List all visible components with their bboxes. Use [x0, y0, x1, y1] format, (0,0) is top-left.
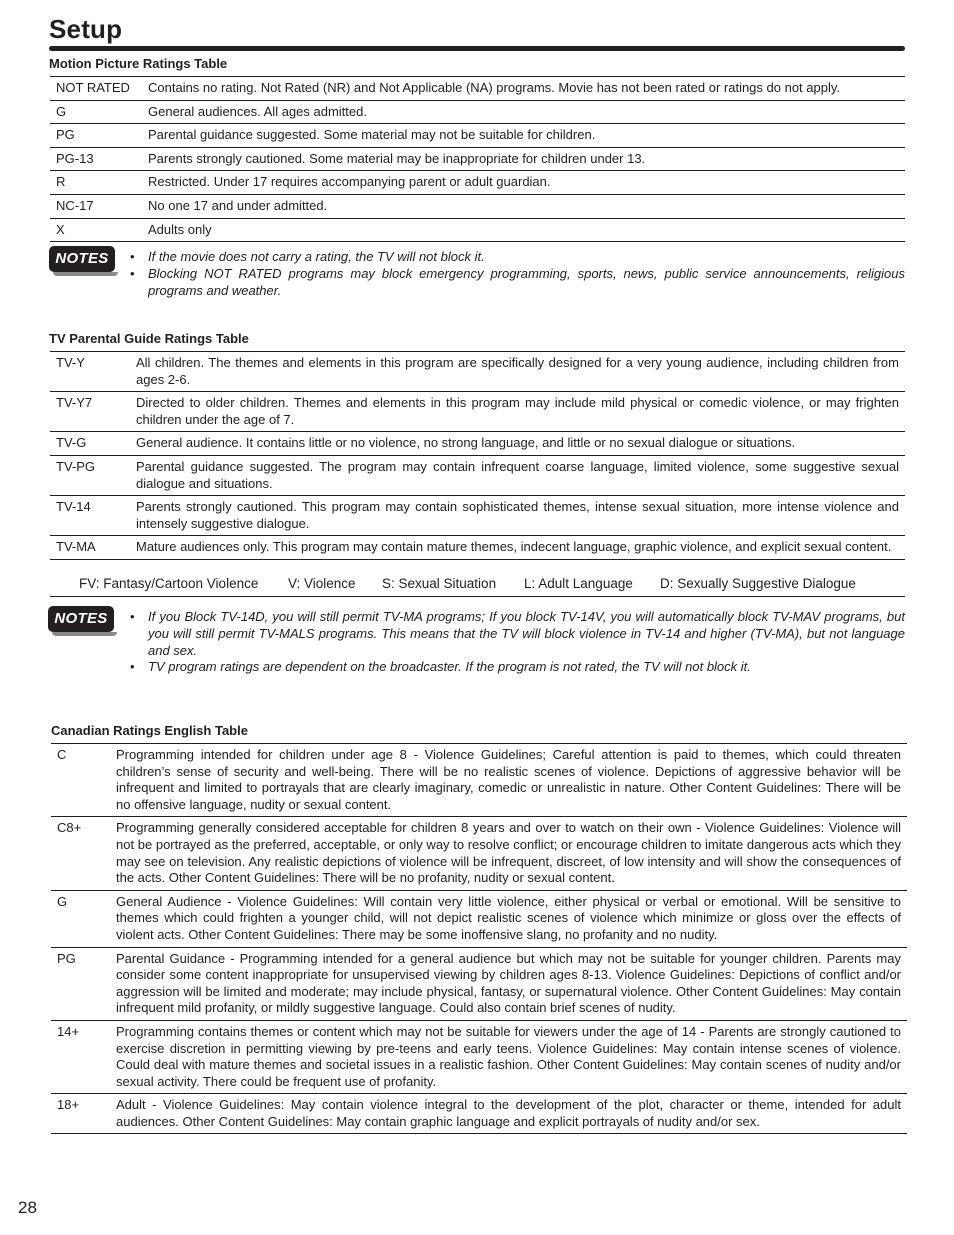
rating-description: Parents strongly cautioned. This program may contain sophisticated themes, intense sexual situation, more intense violence and intensely suggestive dialogue. — [136, 499, 899, 531]
rating-description: Programming intended for children under age 8 - Violence Guidelines; Careful attention is paid to themes, which could threaten children’s sense of security and well-being. There will be no realistic scenes of violence. Depictions of aggressive behavior will be infrequent and limited to portrayals that are clearly imaginary, comedic or unrealistic in nature. Other Content Guidelines: There will be no offensive language, nudity or sexual content. — [116, 747, 901, 812]
legend-item: D: Sexually Suggestive Dialogue — [660, 576, 856, 591]
notes-badge: NOTES — [49, 246, 115, 272]
table-row — [51, 1094, 907, 1134]
legend-item: L: Adult Language — [524, 576, 633, 591]
page-title: Setup — [49, 14, 123, 44]
table-row — [50, 171, 905, 195]
content-descriptor-legend — [50, 572, 905, 597]
rating-description: General audience. It contains little or no violence, no strong language, and little or no sexual dialogue or situations. — [136, 435, 796, 451]
table-row — [50, 100, 905, 124]
rating-code: C8+ — [57, 820, 82, 836]
rating-code: R — [56, 174, 66, 190]
note-item: • Blocking NOT RATED programs may block emergency programming, sports, news, public service announcements, religious programs and weather. — [130, 266, 905, 300]
rating-description: Directed to older children. Themes and elements in this program may include mild physical or comedic violence, or may frighten children under the age of 7. — [136, 395, 899, 427]
note-item: • TV program ratings are dependent on the broadcaster. If the program is not rated, the TV will not block it. — [130, 659, 905, 676]
rating-code: PG — [56, 127, 75, 143]
rating-description: Programming generally considered acceptable for children 8 years and over to watch on their own - Violence Guidelines: Violence will not be portrayed as the preferred, acceptable, or only way to resolve conflict; or encourage children to imitate dangerous acts which they may see on television. Any realistic depictions of violence will be infrequent, discreet, of low intensity and will show the consequences of the acts. Other Content Guidelines: There will be no profanity, nudity or sexual content. — [116, 820, 901, 886]
rating-code: X — [56, 221, 65, 237]
table-row — [50, 352, 905, 392]
rating-code: 14+ — [57, 1023, 80, 1039]
rating-description: Programming contains themes or content which may not be suitable for viewers under the age of 14 - Parents are strongly cautioned to exercise discretion in permitting viewing by pre-teens and early teens. Violence Guidelines: May contain intense scenes of violence. Could deal with mature themes and societal issues in a realistic fashion. Other Content Guidelines: May contain scenes of nudity and/or sexual activity. There could be frequent use of profanity. — [116, 1023, 901, 1089]
table-row — [51, 947, 907, 1020]
rating-code: G — [57, 893, 68, 909]
rating-description: Contains no rating. Not Rated (NR) and Not Applicable (NA) programs. Movie has not been rated or ratings do not apply. — [148, 80, 841, 95]
table-row — [50, 124, 905, 148]
rating-description: Parental Guidance - Programming intended for a general audience but which may not be suitable for younger children. Parents may consider some content inappropriate for unsupervised viewing by children ages 8-13. Violence Guidelines: Depictions of conflict and/or aggression will be limited and moderate; may include physical, fantasy, or supernatural violence. Other Content Guidelines: May contain infrequent mild profanity, or mildly suggestive language. Could also contain brief scenes of nudity. — [116, 950, 901, 1016]
notes-badge: NOTES — [48, 606, 114, 632]
page-number: 28 — [18, 1198, 37, 1217]
rating-description: Parental guidance suggested. The program may contain infrequent coarse language, limited violence, some suggestive sexual dialogue and situations. — [136, 458, 899, 491]
tv-parental-table — [50, 351, 905, 560]
rating-code: C — [57, 747, 67, 762]
tv-parental-caption: TV Parental Guide Ratings Table — [49, 331, 249, 346]
motion-picture-table — [50, 76, 905, 242]
table-row — [50, 432, 905, 456]
rating-code: PG-13 — [56, 150, 94, 166]
rating-code: PG — [57, 950, 76, 966]
rating-code: NC-17 — [56, 197, 94, 213]
canadian-caption: Canadian Ratings English Table — [51, 723, 248, 738]
rating-code: G — [56, 103, 67, 119]
note-item: • If the movie does not carry a rating, the TV will not block it. — [130, 249, 905, 266]
table-row — [50, 536, 905, 560]
table-row — [51, 890, 907, 947]
rating-code: NOT RATED — [56, 80, 130, 95]
rating-code: TV-G — [56, 435, 87, 451]
table-row — [51, 1020, 907, 1093]
title-rule — [49, 46, 905, 51]
rating-description: Adults only — [148, 221, 212, 237]
rating-description: Adult - Violence Guidelines: May contain violence integral to the development of the plot, character or theme, intended for adult audiences. Other Content Guidelines: May contain graphic language and explicit portrayals of nudity and/or sex. — [116, 1097, 901, 1129]
rating-description: Parental guidance suggested. Some material may not be suitable for children. — [148, 127, 596, 143]
rating-code: TV-MA — [56, 539, 96, 555]
legend-item: S: Sexual Situation — [382, 576, 497, 591]
rating-description: All children. The themes and elements in this program are specifically designed for a very young audience, including children from ages 2-6. — [136, 355, 899, 387]
rating-code: TV-PG — [56, 458, 96, 474]
legend-item: FV: Fantasy/Cartoon Violence — [79, 576, 259, 591]
table-row — [50, 496, 905, 536]
table-row — [50, 77, 905, 101]
rating-description: General audiences. All ages admitted. — [148, 103, 367, 119]
rating-description: Mature audiences only. This program may contain mature themes, indecent language, graphic violence, and explicit sexual content. — [136, 539, 892, 555]
rating-code: TV-14 — [56, 499, 91, 515]
notes-list — [130, 249, 905, 299]
table-row — [50, 194, 905, 218]
table-row — [50, 392, 905, 432]
rating-code: TV-Y7 — [56, 395, 93, 411]
rating-code: TV-Y — [56, 355, 85, 370]
canadian-table — [51, 743, 907, 1134]
rating-description: Parents strongly cautioned. Some material may be inappropriate for children under 13. — [148, 150, 646, 166]
rating-description: General Audience - Violence Guidelines: Will contain very little violence, either physical or verbal or emotional. Will be sensitive to themes which could frighten a younger child, will not depict realistic scenes of violence which minimize or gloss over the effects of violent acts. Other Content Guidelines: There may be some inoffensive slang, no profanity and no nudity. — [116, 893, 901, 942]
table-row — [50, 455, 905, 495]
table-row — [51, 744, 907, 817]
motion-picture-caption: Motion Picture Ratings Table — [49, 56, 228, 71]
rating-description: No one 17 and under admitted. — [148, 197, 328, 213]
note-item: • If you Block TV-14D, you will still permit TV-MA programs; If you block TV-14V, you will automatically block TV-MAV programs, but you will still permit TV-MALS programs. This means that the TV will block violence in TV-14 and higher (TV-MA), but not language and sex. — [130, 609, 905, 659]
notes-list — [130, 609, 905, 676]
rating-description: Restricted. Under 17 requires accompanying parent or adult guardian. — [148, 174, 551, 190]
table-row — [51, 817, 907, 890]
legend-item: V: Violence — [288, 576, 356, 591]
table-row — [50, 218, 905, 242]
rating-code: 18+ — [57, 1097, 80, 1113]
table-row — [50, 147, 905, 171]
